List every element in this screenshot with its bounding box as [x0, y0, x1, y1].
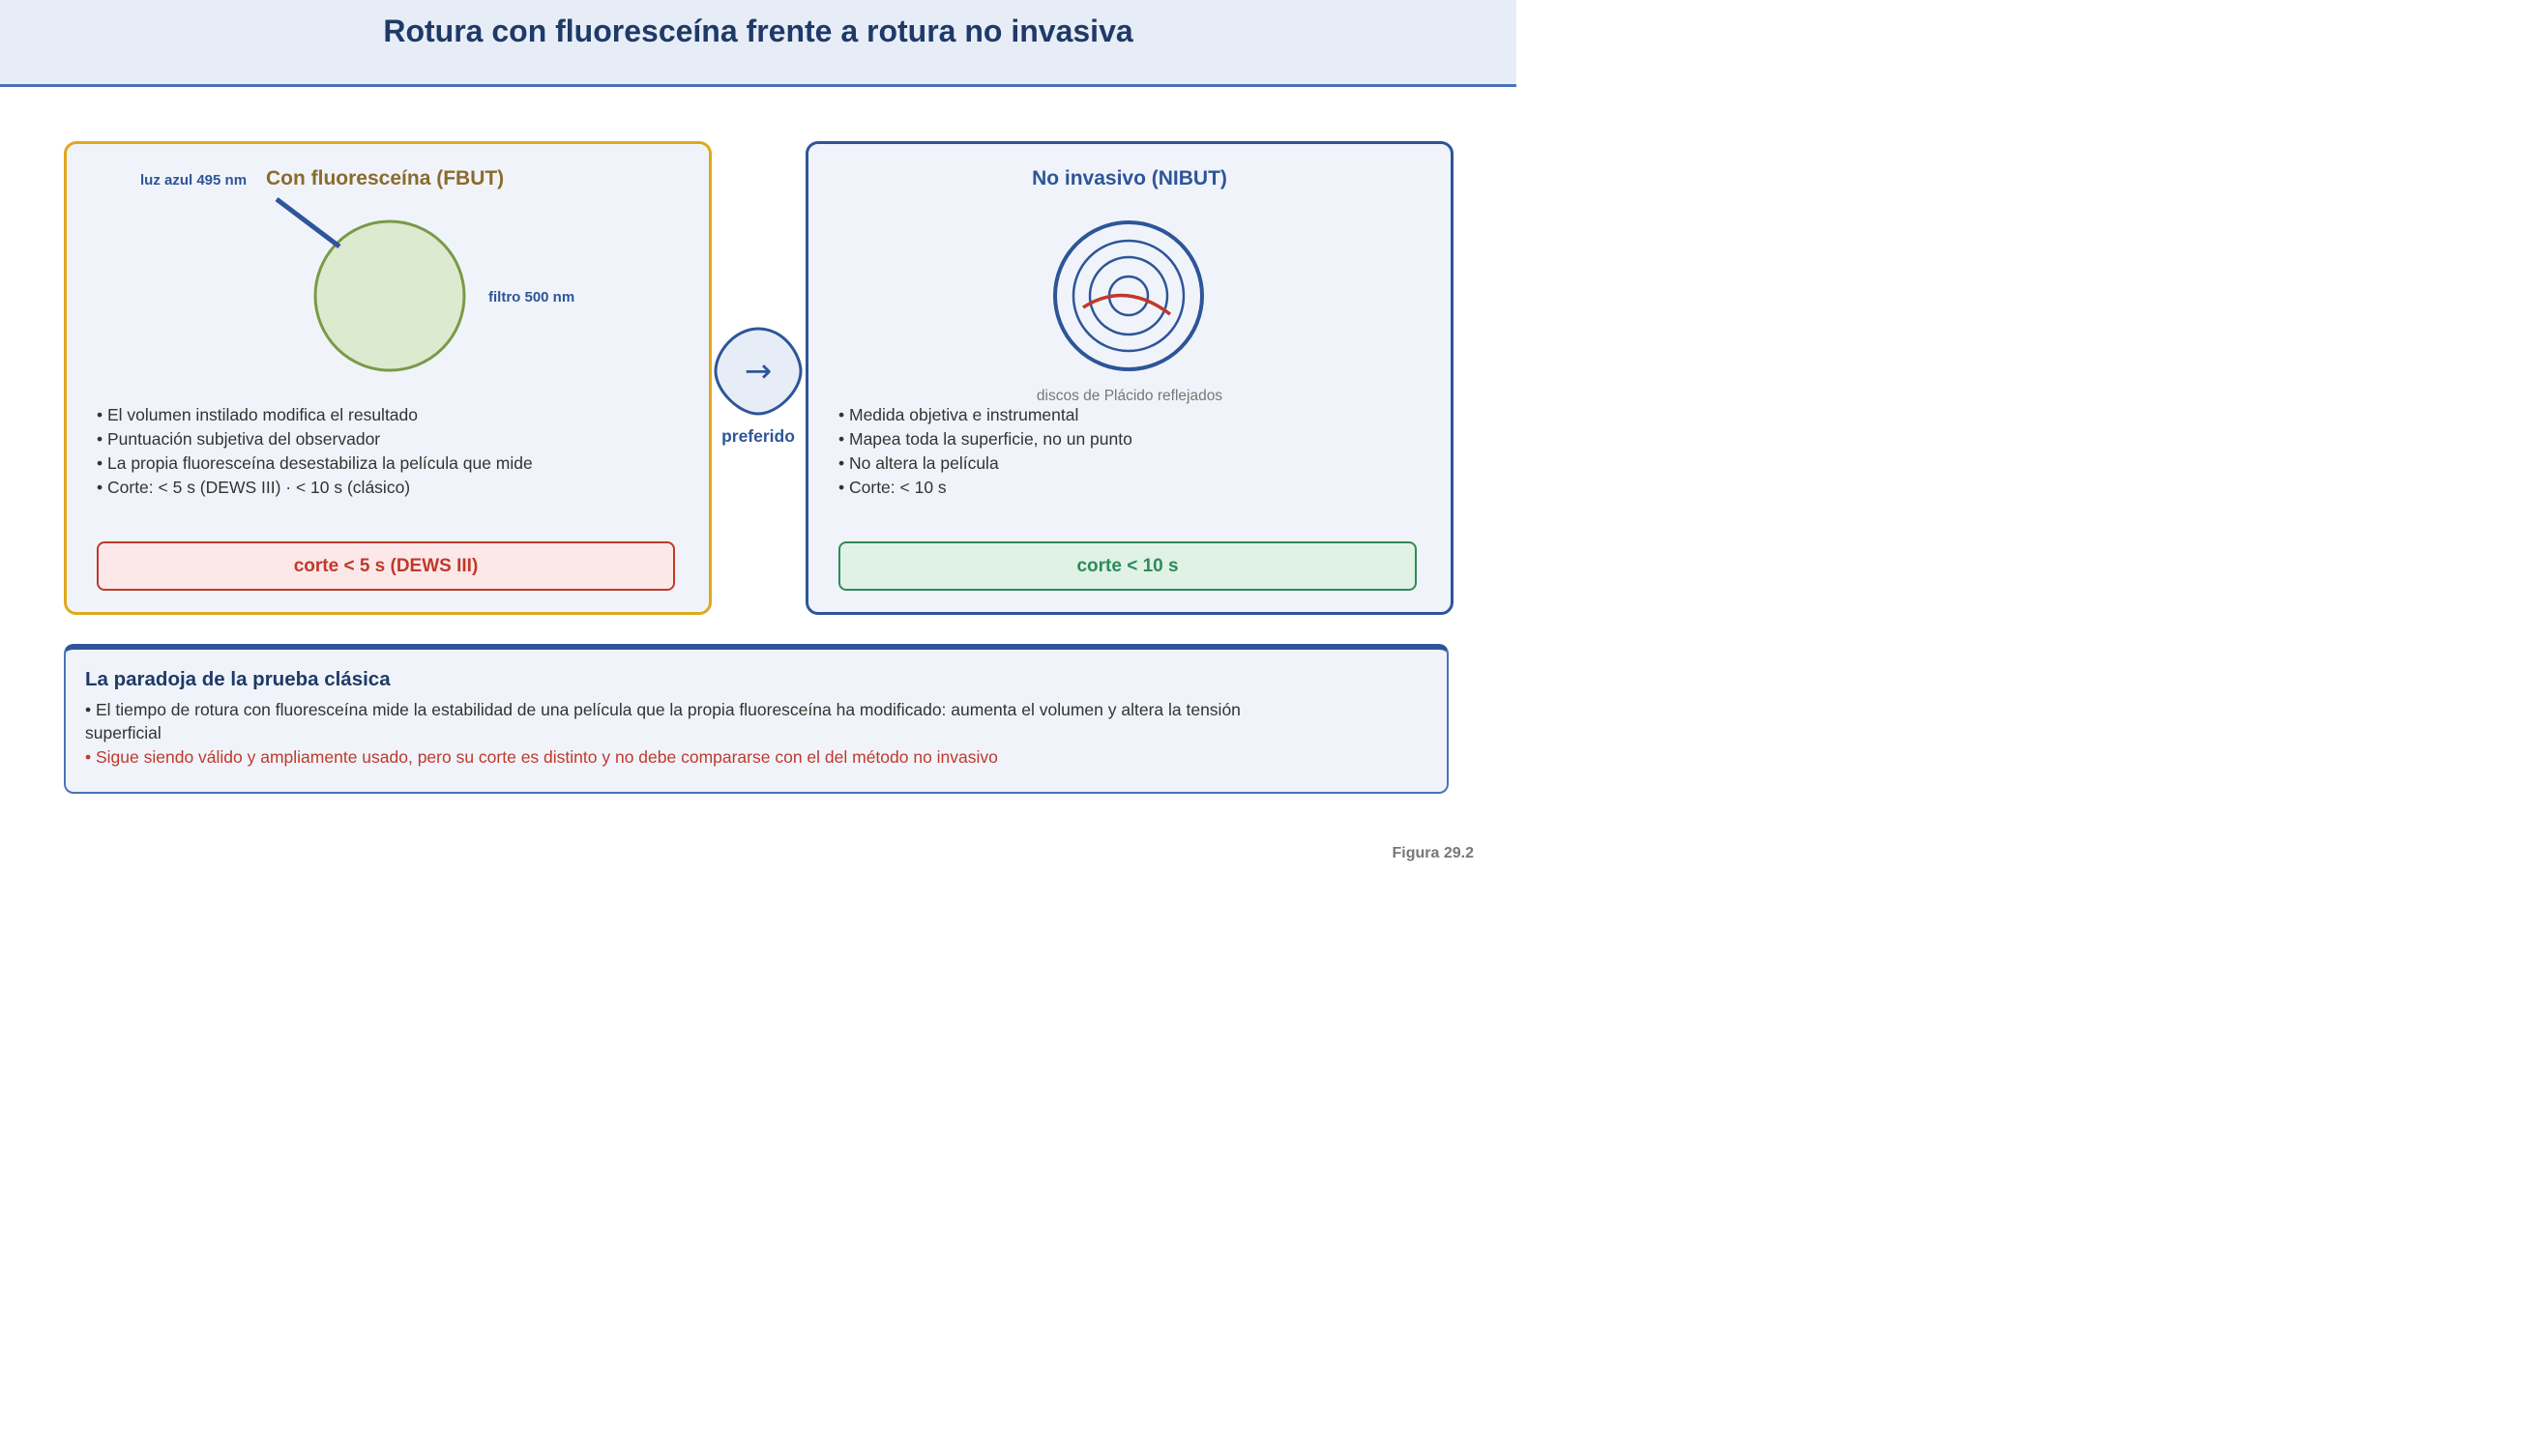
fbut-title: Con fluoresceína (FBUT): [266, 167, 505, 189]
placido-caption: discos de Plácido reflejados: [1036, 388, 1223, 404]
nibut-bullet: • Medida objetiva e instrumental: [838, 403, 1132, 427]
preferred-arrow: [714, 327, 803, 416]
nibut-bullet: • No altera la película: [838, 451, 1132, 476]
blue-light-label: luz azul 495 nm: [140, 172, 248, 189]
nibut-bullet-list: [838, 403, 1132, 500]
fbut-bullet-list: [97, 403, 533, 500]
paradox-note: [64, 644, 1449, 794]
fbut-bullet: • La propia fluoresceína desestabiliza la película que mide: [97, 451, 533, 476]
figure-label: Figura 29.2: [1392, 845, 1474, 861]
nibut-cutoff-box: corte < 10 s: [838, 541, 1417, 591]
nibut-bullet: • Mapea toda la superficie, no un punto: [838, 427, 1132, 451]
header-banner: [0, 0, 1516, 87]
fbut-panel: [64, 141, 712, 615]
note-warning: • Sigue siendo válido y ampliamente usado, pero su corte es distinto y no debe compararse con el del método no invasivo: [85, 747, 998, 767]
nibut-title: No invasivo (NIBUT): [1032, 167, 1227, 189]
note-title: La paradoja de la prueba clásica: [85, 668, 391, 690]
page-title: Rotura con fluoresceína frente a rotura no invasiva: [383, 14, 1133, 48]
note-point: • El tiempo de rotura con fluoresceína mide la estabilidad de una película que la propia fluoresceína ha modificado: aumenta el volumen y altera la tensión superficial: [85, 700, 1241, 743]
nibut-panel: [806, 141, 1454, 615]
fbut-bullet: • Corte: < 5 s (DEWS III) · < 10 s (clásico): [97, 476, 533, 500]
preferred-label: preferido: [721, 426, 795, 446]
fbut-bullet: • El volumen instilado modifica el resultado: [97, 403, 533, 427]
nibut-bullet: • Corte: < 10 s: [838, 476, 1132, 500]
filter-label: filtro 500 nm: [488, 289, 575, 306]
right-arrow-icon: →: [744, 352, 773, 391]
fbut-bullet: • Puntuación subjetiva del observador: [97, 427, 533, 451]
blue-light-beam-icon: [277, 199, 339, 247]
fbut-cutoff-box: corte < 5 s (DEWS III): [97, 541, 675, 591]
